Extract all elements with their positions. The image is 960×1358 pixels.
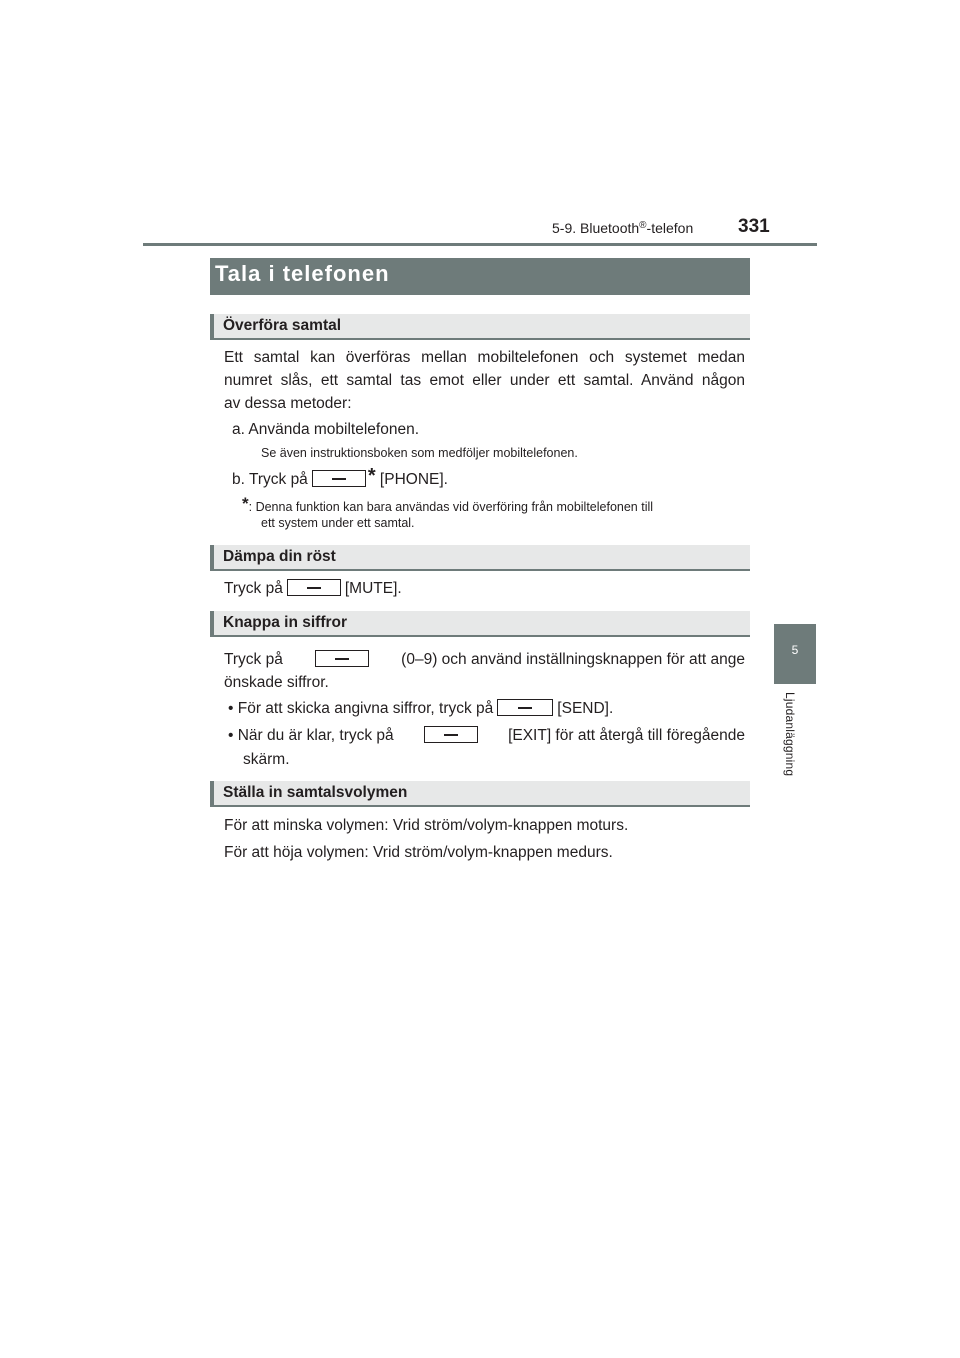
send-button-icon bbox=[497, 699, 553, 716]
digits-line-2: önskade siffror. bbox=[224, 674, 329, 691]
digits-line-1: Tryck på (0–9) och använd inställningsknappen för att ange bbox=[224, 651, 745, 668]
chapter-tab: 5 bbox=[774, 624, 816, 684]
heading-enter-digits: Knappa in siffror bbox=[210, 611, 750, 637]
main-title: Tala i telefonen bbox=[215, 261, 390, 286]
transfer-footnote-2: ett system under ett samtal. bbox=[261, 516, 415, 530]
chapter-label: Ljudanläggning bbox=[783, 692, 797, 777]
volume-increase: För att höja volymen: Vrid ström/volym-knappen medurs. bbox=[224, 844, 613, 861]
mute-text: Tryck på [MUTE]. bbox=[224, 580, 402, 597]
volume-decrease: För att minska volymen: Vrid ström/volym-knappen moturs. bbox=[224, 817, 629, 834]
transfer-intro-3: av dessa metoder: bbox=[224, 395, 352, 412]
phone-button-icon bbox=[312, 470, 366, 487]
main-title-banner bbox=[210, 258, 750, 295]
transfer-item-b: b. Tryck på * [PHONE]. bbox=[232, 465, 448, 488]
transfer-item-a: a. Använda mobiltelefonen. bbox=[232, 421, 419, 438]
heading-mute: Dämpa din röst bbox=[210, 545, 750, 571]
digits-button-icon bbox=[315, 650, 369, 667]
digits-bullet-2-cont: skärm. bbox=[243, 751, 290, 768]
exit-button-icon bbox=[424, 726, 478, 743]
header-divider bbox=[143, 243, 817, 246]
section-title: 5-9. Bluetooth®-telefon bbox=[552, 220, 694, 236]
digits-bullet-2: • När du är klar, tryck på [EXIT] för att återgå till föregående bbox=[228, 727, 745, 744]
transfer-intro-2: numret slås, ett samtal tas emot eller under ett samtal. Använd någon bbox=[224, 372, 745, 389]
heading-call-volume: Ställa in samtalsvolymen bbox=[210, 781, 750, 807]
digits-bullet-1: • För att skicka angivna siffror, tryck på [SEND]. bbox=[228, 700, 614, 717]
transfer-item-a-note: Se även instruktionsboken som medföljer mobiltelefonen. bbox=[261, 446, 578, 460]
page-number: 331 bbox=[738, 216, 770, 237]
heading-transfer-call: Överföra samtal bbox=[210, 314, 750, 340]
transfer-footnote-1: *: Denna funktion kan bara användas vid överföring från mobiltelefonen till bbox=[242, 494, 654, 514]
transfer-intro-1: Ett samtal kan överföras mellan mobiltelefonen och systemet medan bbox=[224, 349, 745, 366]
mute-button-icon bbox=[287, 579, 341, 596]
